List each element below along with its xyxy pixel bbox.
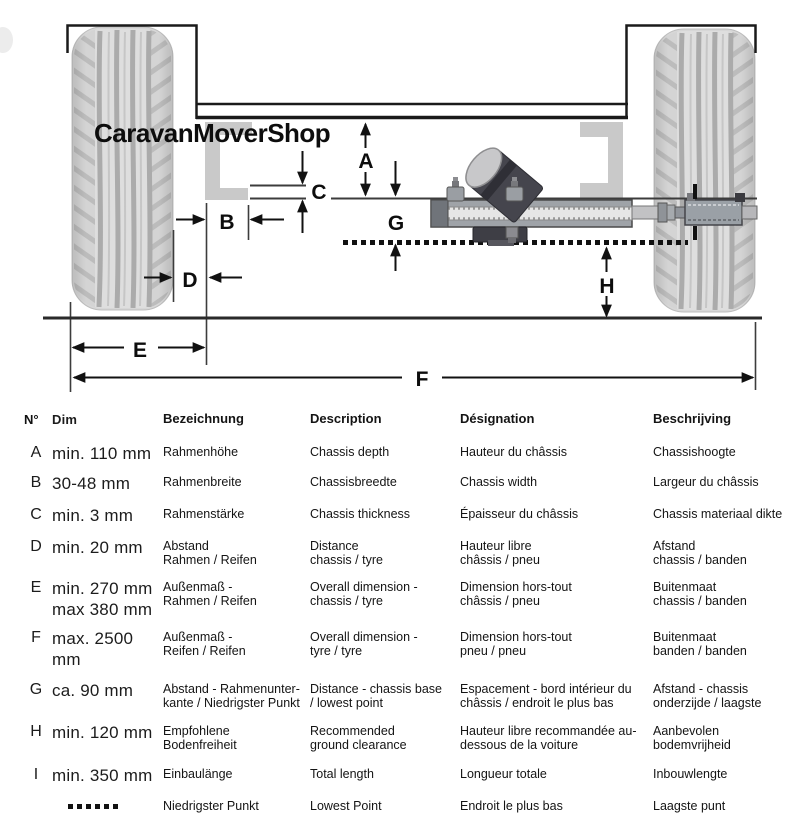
- table-row: [0, 578, 788, 628]
- row-designation: Épaisseur du châssis: [460, 507, 579, 521]
- dim-label-e: E: [132, 339, 148, 362]
- dim-label-b: B: [219, 211, 235, 234]
- header-dim: Dim: [52, 412, 78, 427]
- row-bezeichnung: Rahmenbreite: [163, 475, 242, 489]
- row-dim-value: min. 3 mm: [52, 506, 134, 525]
- row-letter: C: [30, 506, 42, 523]
- table-row: [0, 680, 788, 722]
- left-tyre: [72, 27, 173, 310]
- header-no: N°: [24, 412, 39, 427]
- row-beschrijving: Largeur du châssis: [653, 475, 759, 489]
- row-beschrijving: Afstand - chassis onderzijde / laagste: [653, 682, 762, 710]
- logo: CaravanMoverShop: [94, 118, 331, 148]
- row-description: Distance chassis / tyre: [310, 539, 383, 567]
- dim-label-f: F: [415, 368, 429, 391]
- row-designation: Hauteur libre châssis / pneu: [460, 539, 540, 567]
- row-letter: [24, 797, 52, 798]
- row-dim-value: min. 110 mm: [52, 444, 152, 463]
- row-letter: D: [30, 538, 42, 555]
- dimension-arrows: [73, 124, 753, 378]
- lowest-point-dotted-symbol: [68, 804, 122, 809]
- row-designation: Endroit le plus bas: [460, 799, 563, 813]
- row-dim-value: min. 350 mm: [52, 766, 153, 785]
- row-dim-value: max. 2500 mm: [52, 629, 134, 669]
- row-dim-value: ca. 90 mm: [52, 681, 134, 700]
- table-row: [0, 505, 788, 537]
- row-bezeichnung: Rahmenhöhe: [163, 445, 239, 459]
- row-dim-value: min. 120 mm: [52, 723, 153, 742]
- header-beschrijving: Beschrijving: [653, 411, 732, 426]
- table-body: [0, 443, 788, 837]
- table-row: [0, 797, 788, 837]
- table-row: [0, 628, 788, 680]
- chassis-rail-right: [580, 122, 623, 198]
- row-designation: Dimension hors-tout pneu / pneu: [460, 630, 572, 658]
- row-bezeichnung: Empfohlene Bodenfreiheit: [163, 724, 237, 752]
- row-beschrijving: Chassis materiaal dikte: [653, 507, 783, 521]
- row-beschrijving: Buitenmaat chassis / banden: [653, 580, 747, 608]
- row-bezeichnung: Rahmenstärke: [163, 507, 245, 521]
- row-letter: F: [31, 629, 41, 646]
- dim-label-d: D: [182, 269, 198, 292]
- row-letter: I: [33, 766, 39, 783]
- row-letter: B: [30, 474, 42, 491]
- row-dim-value: 30-48 mm: [52, 474, 131, 493]
- row-bezeichnung: Einbaulänge: [163, 767, 233, 781]
- header-designation: Désignation: [460, 411, 535, 426]
- row-dim-value: min. 20 mm: [52, 538, 143, 557]
- row-description: Overall dimension - chassis / tyre: [310, 580, 418, 608]
- row-beschrijving: Afstand chassis / banden: [653, 539, 747, 567]
- right-tyre: [654, 29, 755, 312]
- row-description: Recommended ground clearance: [310, 724, 407, 752]
- row-dim-value: min. 270 mm max 380 mm: [52, 579, 153, 619]
- row-description: Chassis depth: [310, 445, 390, 459]
- dimension-diagram: [0, 0, 788, 405]
- dim-label-c: C: [311, 181, 327, 204]
- table-row: [0, 722, 788, 765]
- row-description: Chassis thickness: [310, 507, 411, 521]
- row-beschrijving: Aanbevolen bodemvrijheid: [653, 724, 731, 752]
- row-designation: Espacement - bord intérieur du châssis / endroit le plus bas: [460, 682, 632, 710]
- row-bezeichnung: Niedrigster Punkt: [163, 799, 259, 813]
- row-designation: Hauteur libre recommandée au- dessous de la voiture: [460, 724, 637, 752]
- row-dim-value: [52, 797, 163, 809]
- edge-smudge: [0, 27, 13, 53]
- dim-label-g: G: [387, 212, 405, 235]
- row-beschrijving: Laagste punt: [653, 799, 726, 813]
- dim-label-a: A: [358, 150, 374, 173]
- table-row: [0, 765, 788, 797]
- row-description: Distance - chassis base / lowest point: [310, 682, 443, 710]
- row-designation: Longueur totale: [460, 767, 547, 781]
- row-bezeichnung: Abstand Rahmen / Reifen: [163, 539, 257, 567]
- row-letter: G: [29, 681, 43, 698]
- row-beschrijving: Buitenmaat banden / banden: [653, 630, 747, 658]
- header-bezeichnung: Bezeichnung: [163, 411, 244, 426]
- table-header-row: [0, 412, 788, 443]
- table-row: [0, 537, 788, 578]
- dim-label-h: H: [599, 275, 615, 298]
- row-designation: Dimension hors-tout châssis / pneu: [460, 580, 572, 608]
- row-letter: E: [30, 579, 42, 596]
- row-beschrijving: Inbouwlengte: [653, 767, 728, 781]
- table-row: [0, 473, 788, 505]
- dimensions-table: [0, 412, 788, 837]
- table-row: [0, 443, 788, 473]
- row-description: Chassisbreedte: [310, 475, 397, 489]
- row-description: Total length: [310, 767, 374, 781]
- row-letter: A: [30, 444, 42, 461]
- row-beschrijving: Chassishoogte: [653, 445, 736, 459]
- row-letter: H: [30, 723, 42, 740]
- row-description: Lowest Point: [310, 799, 382, 813]
- row-bezeichnung: Außenmaß - Rahmen / Reifen: [163, 580, 257, 608]
- row-bezeichnung: Außenmaß - Reifen / Reifen: [163, 630, 246, 658]
- row-description: Overall dimension - tyre / tyre: [310, 630, 418, 658]
- row-designation: Hauteur du châssis: [460, 445, 568, 459]
- row-designation: Chassis width: [460, 475, 538, 489]
- row-bezeichnung: Abstand - Rahmenunter- kante / Niedrigster Punkt: [163, 682, 300, 710]
- header-description: Description: [310, 411, 382, 426]
